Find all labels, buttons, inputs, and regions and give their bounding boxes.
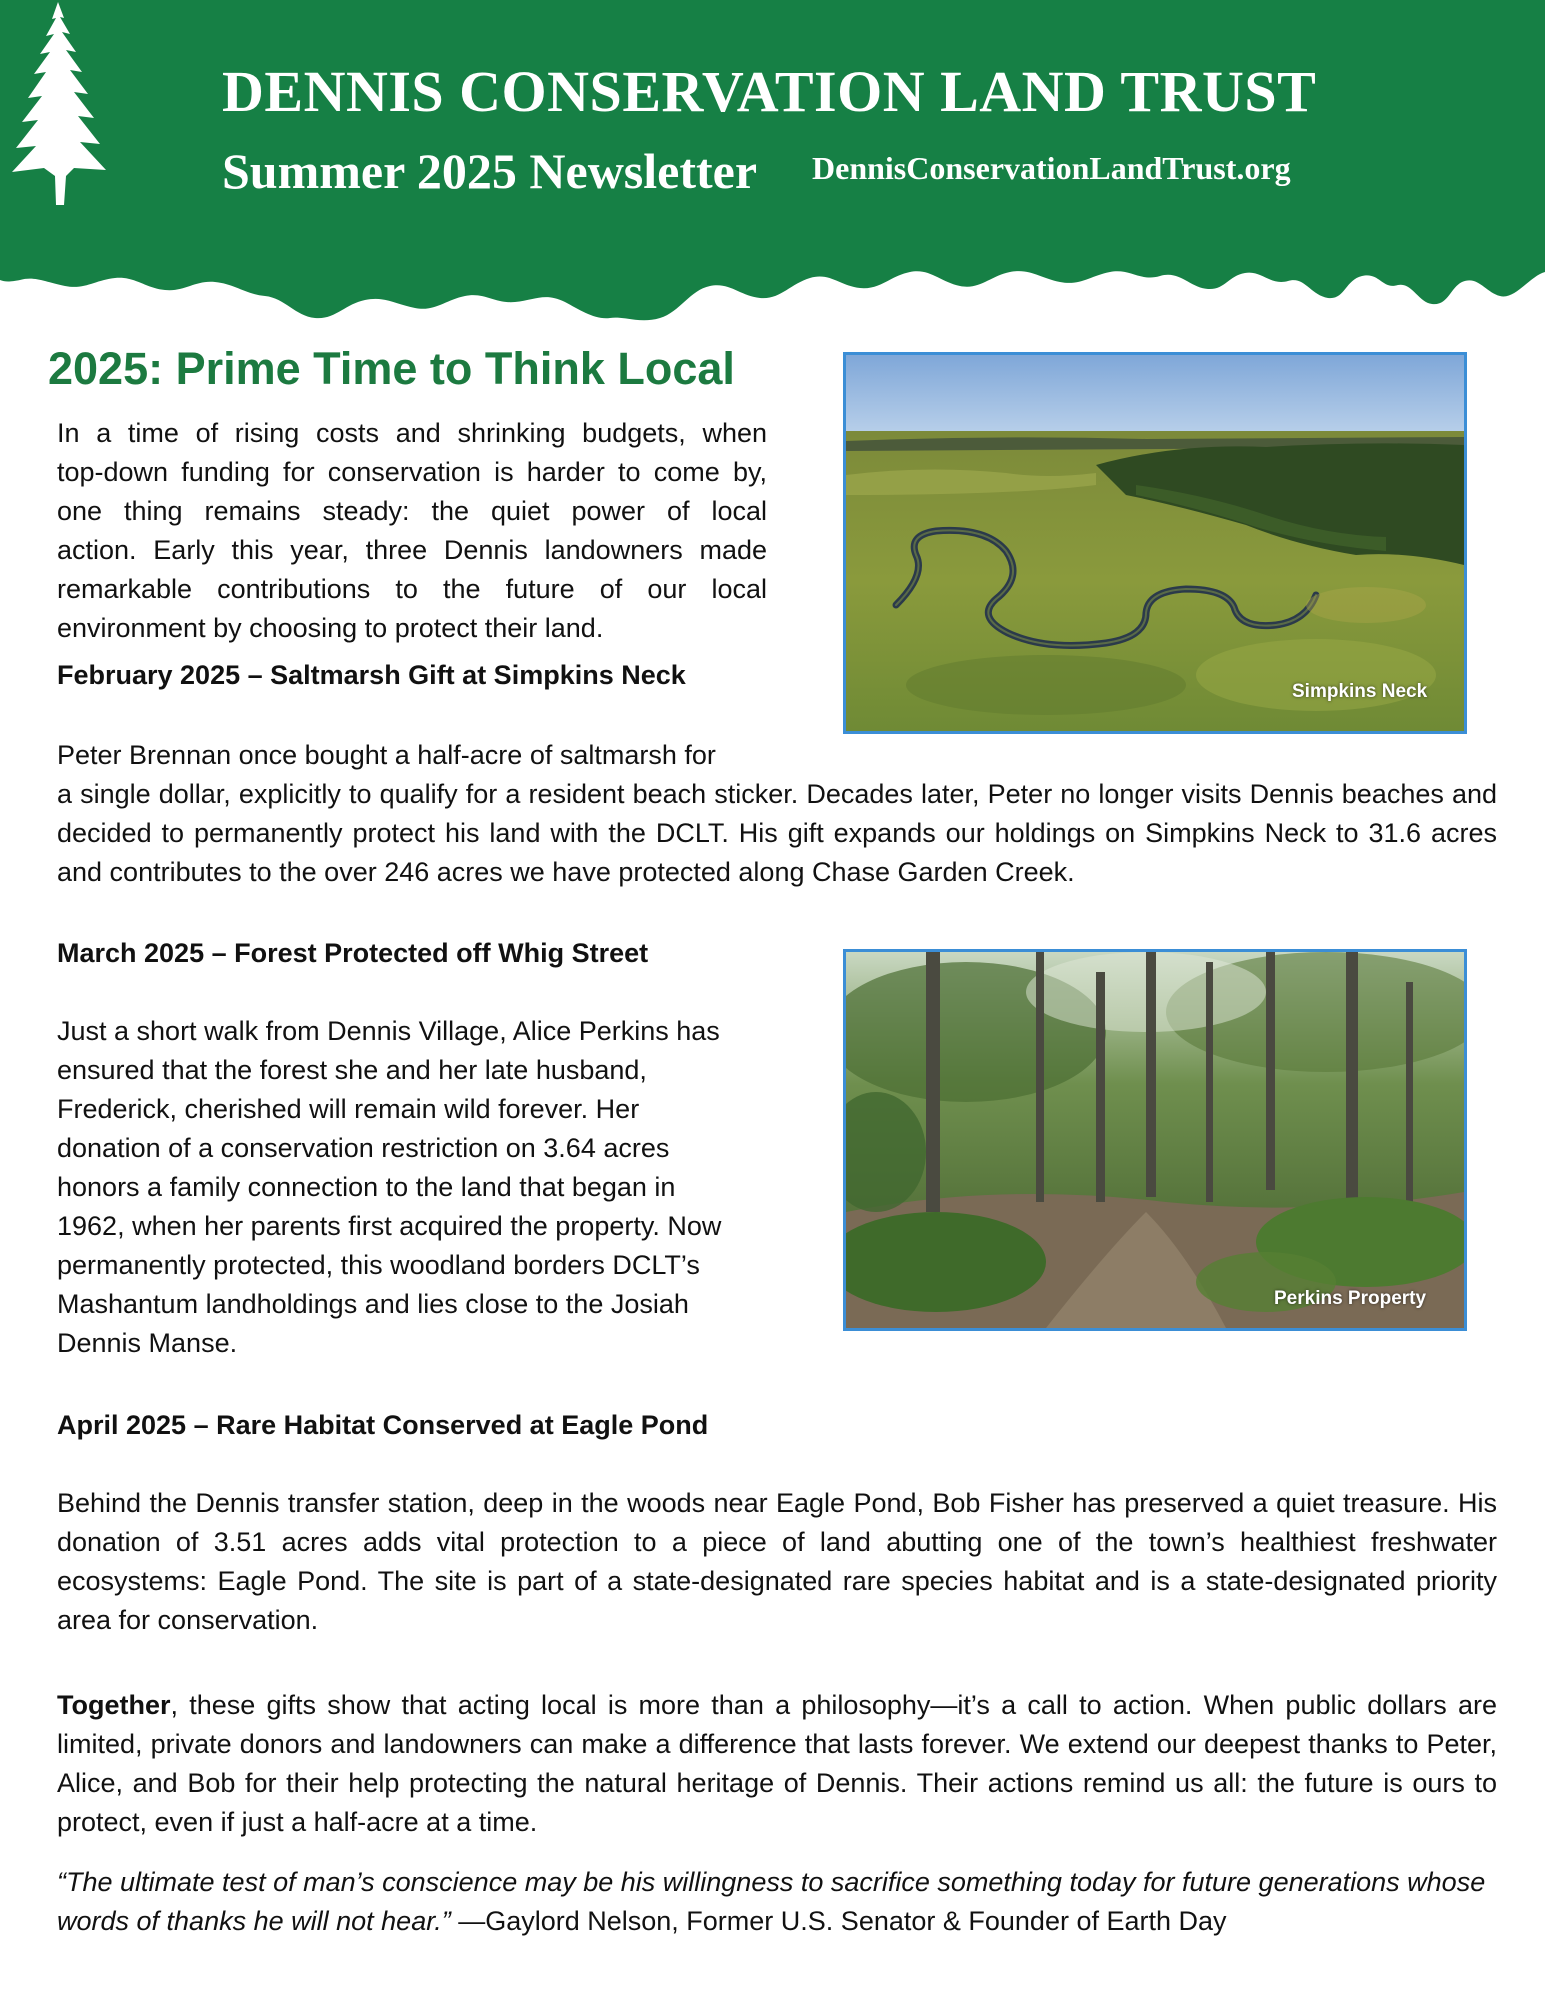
forest-image xyxy=(846,952,1464,1328)
february-first-line: Peter Brennan once bought a half-acre of saltmarsh for xyxy=(57,740,716,770)
intro-line: one thing remains steady: the quiet power of local xyxy=(57,496,767,526)
march-line: 1962, when her parents first acquired the property. Now xyxy=(57,1211,722,1241)
article-title: 2025: Prime Time to Think Local xyxy=(48,343,735,394)
section-heading-april: April 2025 – Rare Habitat Conserved at Eagle Pond xyxy=(57,1410,709,1440)
saltmarsh-image xyxy=(846,355,1464,731)
issue-title: Summer 2025 Newsletter xyxy=(222,143,758,199)
intro-line: In a time of rising costs and shrinking budgets, when xyxy=(57,418,767,448)
march-body xyxy=(57,1012,721,1363)
section-heading-february: February 2025 – Saltmarsh Gift at Simpkins Neck xyxy=(57,660,686,690)
march-line: donation of a conservation restriction on 3.64 acres xyxy=(57,1133,670,1163)
quote-text: “The ultimate test of man’s conscience may be his willingness to sacrifice something today for future generations whose words of thanks he will not hear.” xyxy=(57,1867,1486,1936)
march-line: Frederick, cherished will remain wild forever. Her xyxy=(57,1094,640,1124)
intro-line: top-down funding for conservation is harder to come by, xyxy=(57,457,767,487)
march-line: Mashantum landholdings and lies close to the Josiah xyxy=(57,1289,689,1319)
march-line: Dennis Manse. xyxy=(57,1328,238,1358)
intro-paragraph xyxy=(57,414,767,648)
march-line: honors a family connection to the land that began in xyxy=(57,1172,676,1202)
closing-paragraph xyxy=(57,1686,1497,1842)
perkins-property-photo xyxy=(843,949,1467,1331)
section-heading-march: March 2025 – Forest Protected off Whig Street xyxy=(57,938,649,968)
org-name: DENNIS CONSERVATION LAND TRUST xyxy=(222,59,1317,124)
february-body: a single dollar, explicitly to qualify for a resident beach sticker. Decades later, Peter no longer visits Dennis beaches and decided to permanently protect his land with the DCLT. His gift expands our holdings on Simpkins Neck to 31.6 acres and contributes to the over 246 acres we have protected along Chase Garden Creek. xyxy=(57,779,1497,887)
march-line: permanently protected, this woodland borders DCLT’s xyxy=(57,1250,700,1280)
march-line: Just a short walk from Dennis Village, Alice Perkins has xyxy=(57,1016,720,1046)
intro-line: environment by choosing to protect their land. xyxy=(57,613,604,643)
quote-attribution: —Gaylord Nelson, Former U.S. Senator & Founder of Earth Day xyxy=(450,1906,1227,1936)
website-link[interactable]: DennisConservationLandTrust.org xyxy=(812,150,1291,186)
march-line: ensured that the forest she and her late husband, xyxy=(57,1055,647,1085)
closing-lead: Together xyxy=(57,1690,171,1720)
closing-body: , these gifts show that acting local is more than a philosophy—it’s a call to action. When public dollars are limited, private donors and landowners can make a difference that lasts forever. We extend our deepest thanks to Peter, Alice, and Bob for their help protecting the natural heritage of Dennis. Their actions remind us all: the future is ours to protect, even if just a half-acre at a time. xyxy=(57,1690,1497,1837)
april-body: Behind the Dennis transfer station, deep in the woods near Eagle Pond, Bob Fisher has preserved a quiet treasure. His donation of 3.51 acres adds vital protection to a piece of land abutting one of the town’s healthiest freshwater ecosystems: Eagle Pond. The site is part of a state-designated rare species habitat and is a state-designated priority area for conservation. xyxy=(57,1488,1497,1635)
photo-caption-simpkins-neck: Simpkins Neck xyxy=(1292,681,1428,702)
quote-block xyxy=(57,1863,1497,1941)
intro-line: remarkable contributions to the future of our local xyxy=(57,574,767,604)
simpkins-neck-photo xyxy=(843,352,1467,734)
pine-tree-icon xyxy=(0,0,120,210)
photo-caption-perkins-property: Perkins Property xyxy=(1274,1288,1427,1309)
intro-line: action. Early this year, three Dennis landowners made xyxy=(57,535,767,565)
newsletter-header xyxy=(0,0,1545,330)
